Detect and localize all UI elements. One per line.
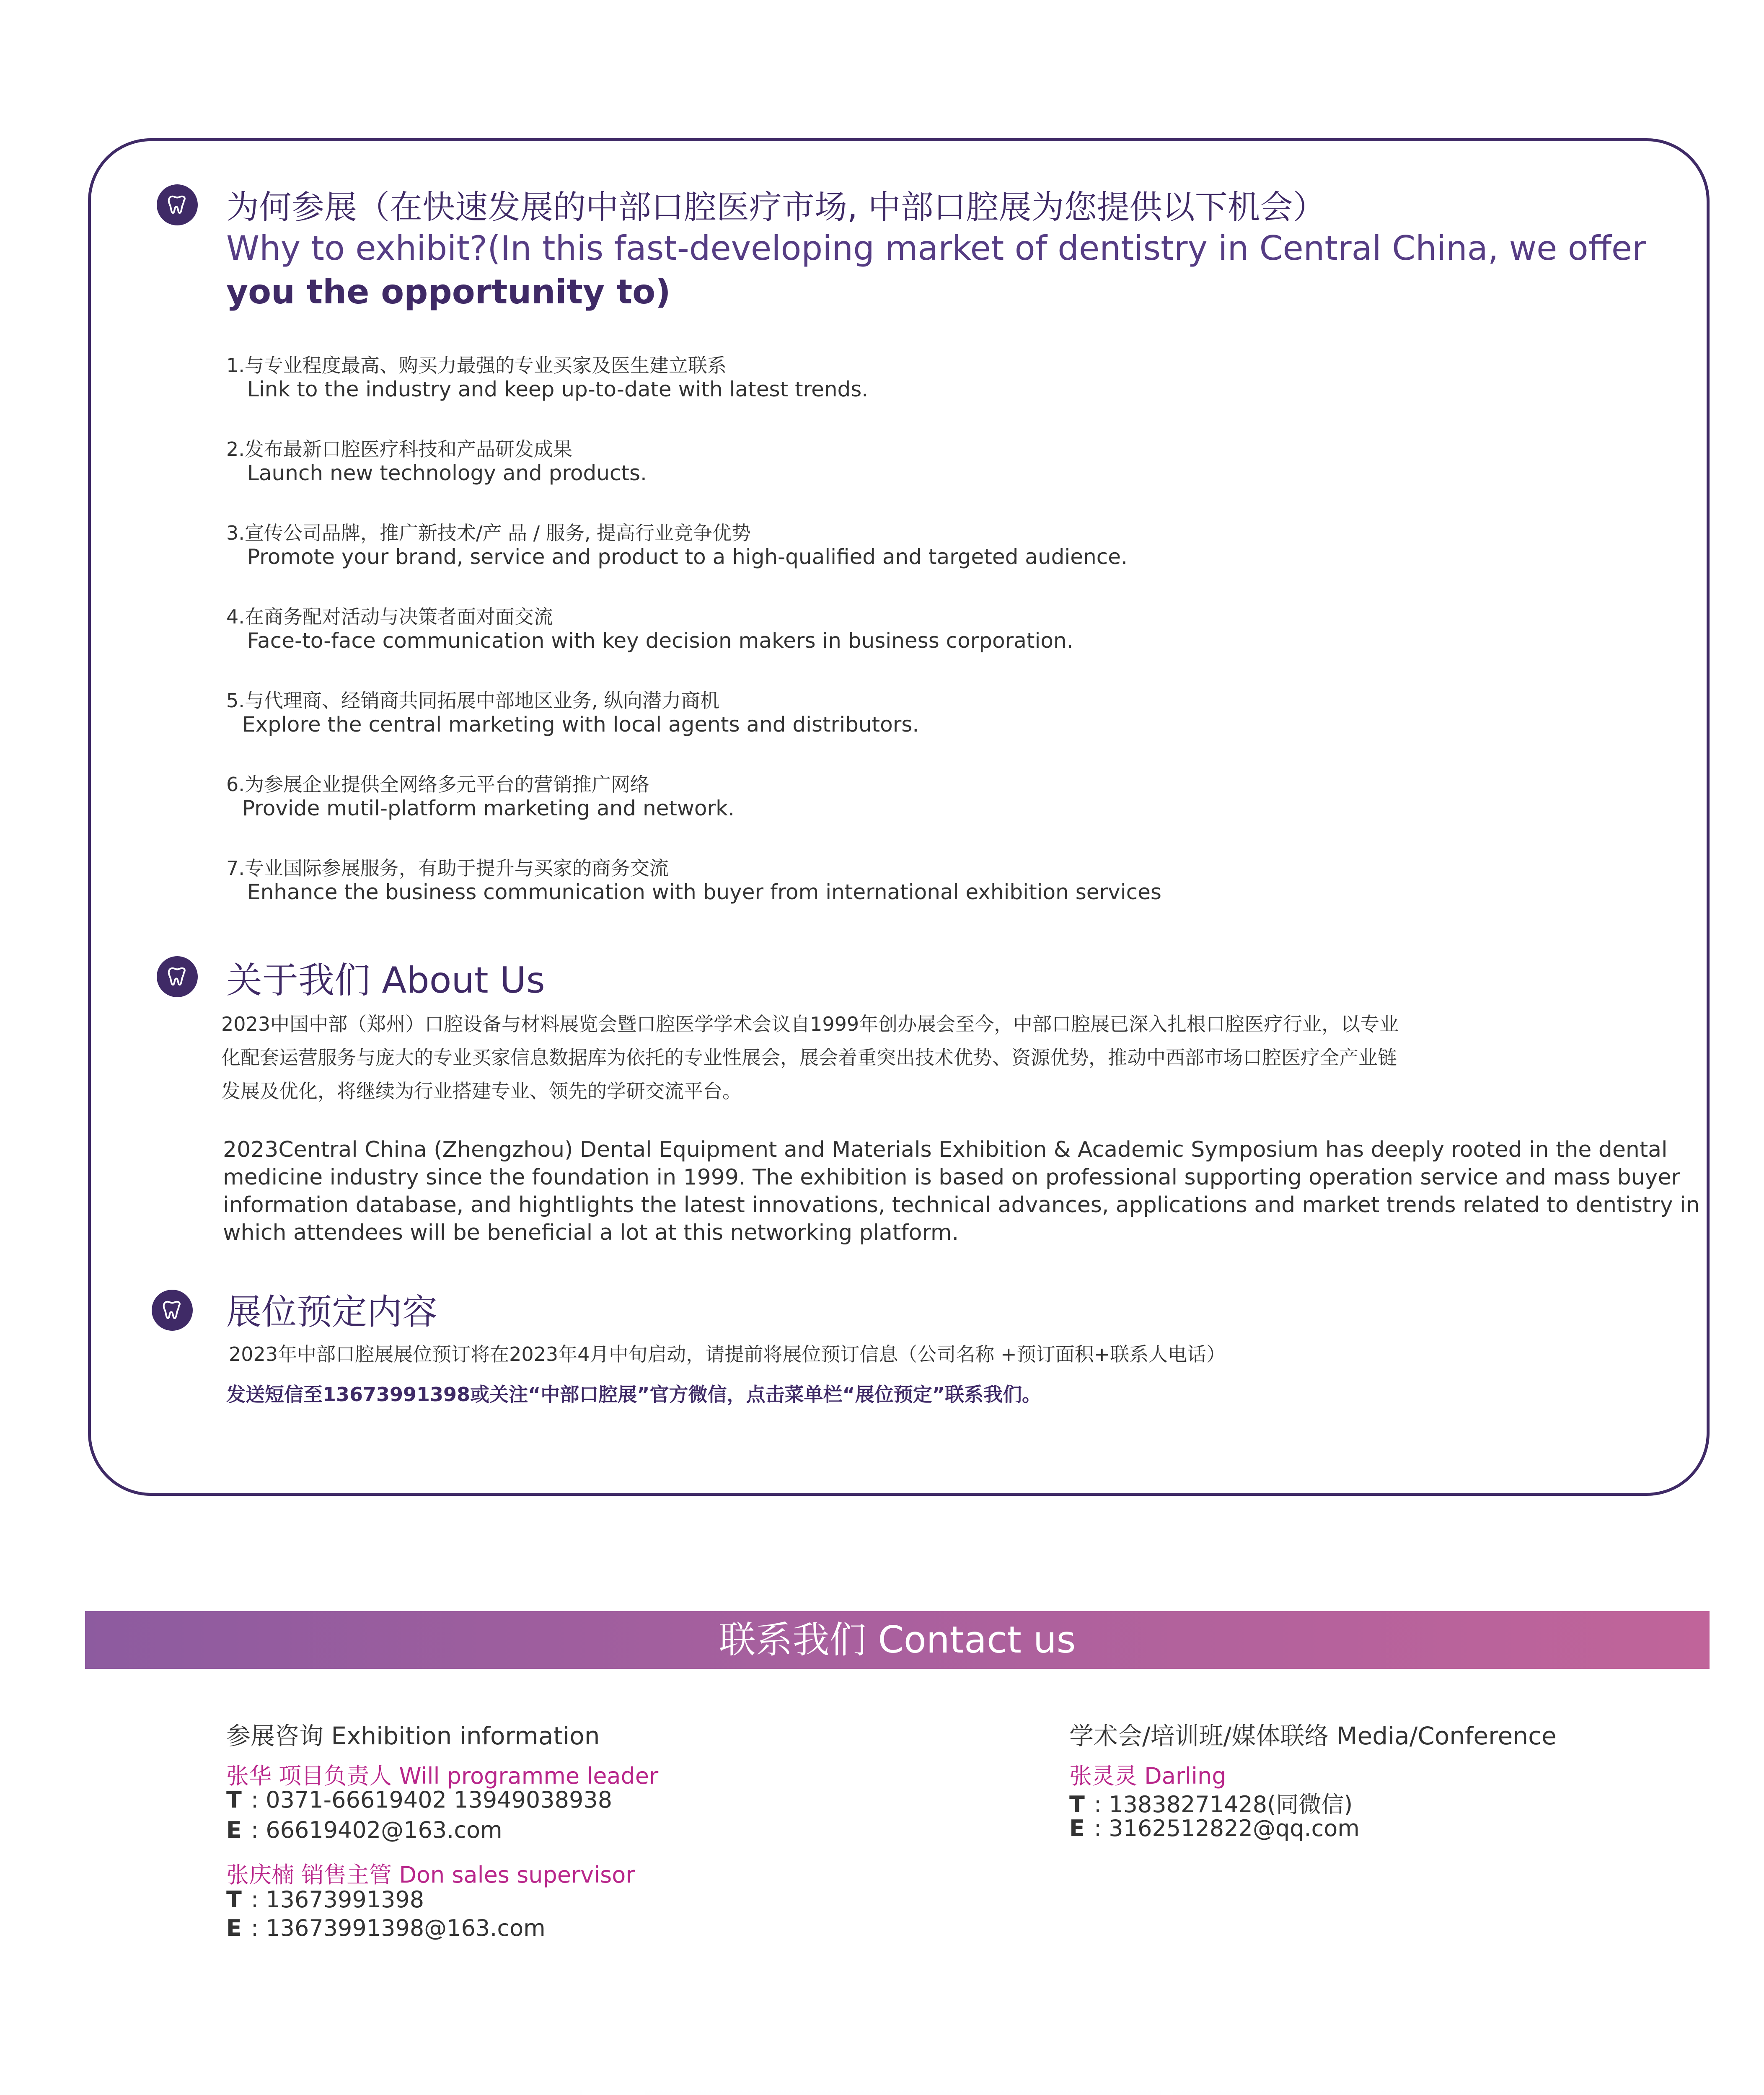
phone-label: T bbox=[226, 1787, 242, 1813]
about-cn-line-3: 发展及优化，将继续为行业搭建专业、领先的学研交流平台。 bbox=[221, 1080, 742, 1102]
exhibition-info-heading: 参展咨询 Exhibition information bbox=[226, 1722, 600, 1750]
email-address: 3162512822@qq.com bbox=[1109, 1815, 1360, 1842]
about-title: 关于我们 About Us bbox=[226, 960, 545, 1001]
about-cn-line-2: 化配套运营服务与庞大的专业买家信息数据库为依托的专业性展会，展会着重突出技术优势、资源优势，推动中西部市场口腔医疗全产业链 bbox=[221, 1046, 1397, 1069]
why-item-7-cn: 7.专业国际参展服务，有助于提升与买家的商务交流 bbox=[226, 857, 669, 879]
media-conference-heading: 学术会/培训班/媒体联络 Media/Conference bbox=[1069, 1722, 1557, 1750]
booth-line-1: 2023年中部口腔展展位预订将在2023年4月中旬启动，请提前将展位预订信息（公司名称 +预订面积+联系人电话） bbox=[229, 1343, 1226, 1366]
about-cn-line-1: 2023中国中部（郑州）口腔设备与材料展览会暨口腔医学学术会议自1999年创办展会至今，中部口腔展已深入扎根口腔医疗行业，以专业 bbox=[221, 1013, 1399, 1035]
phone-label: T bbox=[226, 1886, 242, 1913]
separator: : bbox=[251, 1787, 259, 1813]
why-item-7-en: Enhance the business communication with buyer from international exhibition services bbox=[247, 880, 1161, 904]
contact-person-will: 张华 项目负责人 Will programme leader bbox=[226, 1763, 659, 1789]
contact-banner-title: 联系我们 Contact us bbox=[719, 1618, 1076, 1661]
separator: : bbox=[1094, 1791, 1102, 1818]
contact-person-don: 张庆楠 销售主管 Don sales supervisor bbox=[226, 1862, 635, 1888]
email-address: 13673991398@163.com bbox=[266, 1915, 546, 1941]
separator: : bbox=[251, 1817, 259, 1843]
contact-person-darling: 张灵灵 Darling bbox=[1069, 1763, 1226, 1789]
phone-number: 13838271428(同微信) bbox=[1109, 1791, 1353, 1818]
why-item-1-en: Link to the industry and keep up-to-date with latest trends. bbox=[247, 377, 869, 401]
why-item-5-en: Explore the central marketing with local agents and distributors. bbox=[242, 712, 919, 737]
email-label: E bbox=[1069, 1815, 1085, 1842]
contact-email-will bbox=[226, 1817, 502, 1843]
separator: : bbox=[1094, 1815, 1102, 1842]
email-address: 66619402@163.com bbox=[266, 1817, 502, 1843]
email-label: E bbox=[226, 1817, 242, 1843]
contact-email-don bbox=[226, 1915, 546, 1941]
tooth-icon bbox=[152, 1290, 193, 1331]
phone-label: T bbox=[1069, 1791, 1085, 1818]
why-item-3-en: Promote your brand, service and product to a high-qualified and targeted audience. bbox=[247, 545, 1128, 569]
why-item-6-cn: 6.为参展企业提供全网络多元平台的营销推广网络 bbox=[226, 773, 649, 796]
why-item-5-cn: 5.与代理商、经销商共同拓展中部地区业务, 纵向潜力商机 bbox=[226, 689, 720, 712]
why-item-2-cn: 2.发布最新口腔医疗科技和产品研发成果 bbox=[226, 438, 572, 460]
why-item-2-en: Launch new technology and products. bbox=[247, 461, 647, 485]
phone-number: 13673991398 bbox=[266, 1886, 424, 1913]
booth-line-2: 发送短信至13673991398或关注“中部口腔展”官方微信，点击菜单栏“展位预定”联系我们。 bbox=[226, 1383, 1042, 1406]
phone-number: 0371-66619402 13949038938 bbox=[266, 1787, 613, 1813]
separator: : bbox=[251, 1915, 259, 1941]
tooth-icon bbox=[157, 184, 198, 225]
contact-phone-will bbox=[226, 1787, 612, 1813]
email-label: E bbox=[226, 1915, 242, 1941]
why-item-6-en: Provide mutil-platform marketing and network. bbox=[242, 796, 735, 820]
about-en-line-2: medicine industry since the foundation in 1999. The exhibition is based on professional supporting operation service and mass buyer bbox=[223, 1165, 1680, 1190]
contact-email-darling bbox=[1069, 1815, 1360, 1842]
separator: : bbox=[251, 1886, 259, 1913]
why-title-cn: 为何参展（在快速发展的中部口腔医疗市场, 中部口腔展为您提供以下机会） bbox=[226, 189, 1326, 226]
about-en-line-4: which attendees will be beneficial a lot at this networking platform. bbox=[223, 1220, 959, 1245]
why-title-en-line2: you the opportunity to) bbox=[226, 272, 671, 311]
booth-title: 展位预定内容 bbox=[226, 1291, 438, 1332]
tooth-icon bbox=[157, 956, 198, 997]
contact-phone-darling bbox=[1069, 1787, 1353, 1819]
about-en-line-3: information database, and hightlights the latest innovations, technical advances, applications and market trends related to dentistry in bbox=[223, 1192, 1700, 1218]
contact-phone-don bbox=[226, 1886, 424, 1913]
why-item-4-en: Face-to-face communication with key decision makers in business corporation. bbox=[247, 628, 1073, 653]
why-title-en-line1: Why to exhibit?(In this fast-developing market of dentistry in Central China, we offer bbox=[226, 229, 1646, 268]
why-item-4-cn: 4.在商务配对活动与决策者面对面交流 bbox=[226, 605, 553, 628]
about-en-line-1: 2023Central China (Zhengzhou) Dental Equipment and Materials Exhibition & Academic Symposium has deeply rooted in the dental bbox=[223, 1137, 1668, 1162]
contact-banner bbox=[85, 1611, 1710, 1669]
why-item-1-cn: 1.与专业程度最高、购买力最强的专业买家及医生建立联系 bbox=[226, 354, 727, 377]
photo-fade-overlay bbox=[0, 2089, 1764, 2095]
why-item-3-cn: 3.宣传公司品牌，推广新技术/产 品 / 服务, 提高行业竞争优势 bbox=[226, 522, 751, 544]
